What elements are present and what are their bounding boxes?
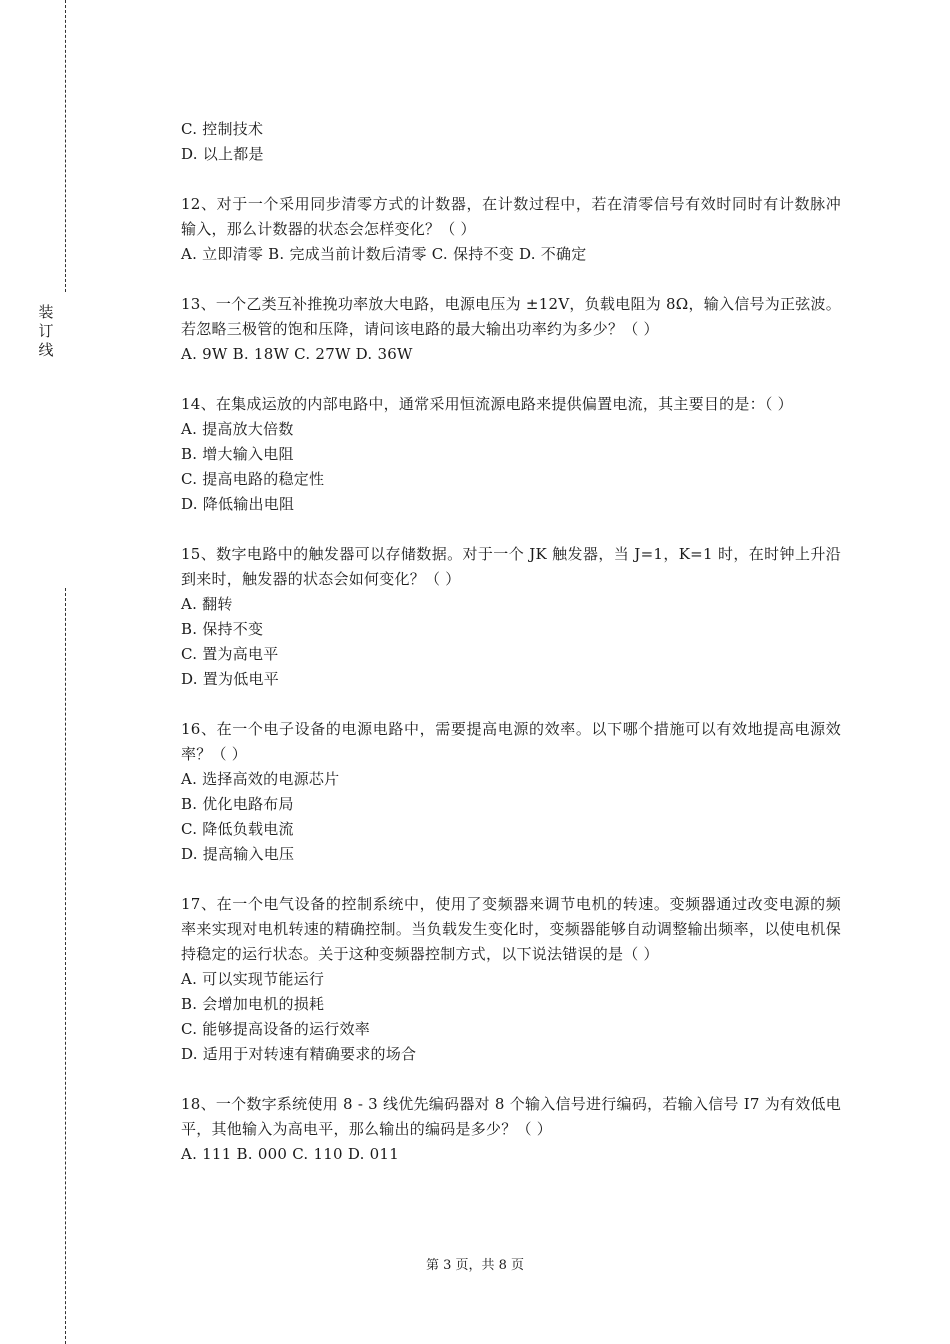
question-12 (181, 192, 841, 267)
option: D. 降低输出电阻 (181, 495, 295, 513)
question-14 (181, 392, 841, 517)
option: C. 降低负载电流 (181, 820, 294, 838)
option: A. 提高放大倍数 (181, 420, 294, 438)
option: D. 提高输入电压 (181, 845, 295, 863)
question-17 (181, 892, 841, 1067)
option: A. 翻转 (181, 595, 233, 613)
question-list (181, 117, 841, 1192)
option: D. 置为低电平 (181, 670, 280, 688)
option: C. 控制技术 (181, 120, 264, 138)
binding-line-bottom (65, 588, 66, 1344)
binding-char: 订 (38, 322, 54, 340)
question-15 (181, 542, 841, 692)
question-stem: 13、一个乙类互补推挽功率放大电路，电源电压为 ±12V，负载电阻为 8Ω，输入信号为正弦波。若忽略三极管的饱和压降，请问该电路的最大输出功率约为多少？（ ） (181, 295, 841, 338)
question-stem: 17、在一个电气设备的控制系统中，使用了变频器来调节电机的转速。变频器通过改变电源的频率来实现对电机转速的精确控制。当负载发生变化时，变频器能够自动调整输出频率，以使电机保持稳定的运行状态。关于这种变频器控制方式，以下说法错误的是（ ） (181, 895, 841, 963)
page-footer: 第 3 页，共 8 页 (425, 1258, 525, 1273)
question-16 (181, 717, 841, 867)
option: C. 能够提高设备的运行效率 (181, 1020, 370, 1038)
question-options: A. 立即清零 B. 完成当前计数后清零 C. 保持不变 D. 不确定 (181, 245, 587, 263)
binding-char: 线 (38, 341, 54, 359)
question-stem: 15、数字电路中的触发器可以存储数据。对于一个 JK 触发器，当 J=1，K=1 时，在时钟上升沿到来时，触发器的状态会如何变化？（ ） (181, 545, 841, 588)
binding-label (36, 303, 56, 360)
question-11-continuation (181, 117, 841, 167)
question-stem: 18、一个数字系统使用 8 - 3 线优先编码器对 8 个输入信号进行编码，若输入信号 I7 为有效低电平，其他输入为高电平，那么输出的编码是多少？（ ） (181, 1095, 841, 1138)
question-stem: 12、对于一个采用同步清零方式的计数器，在计数过程中，若在清零信号有效时同时有计数脉冲输入，那么计数器的状态会怎样变化？（ ） (181, 195, 841, 238)
option: C. 置为高电平 (181, 645, 279, 663)
question-13 (181, 292, 841, 367)
question-18 (181, 1092, 841, 1167)
option: B. 保持不变 (181, 620, 264, 638)
question-stem: 14、在集成运放的内部电路中，通常采用恒流源电路来提供偏置电流，其主要目的是：（ ） (181, 395, 793, 413)
question-stem: 16、在一个电子设备的电源电路中，需要提高电源的效率。以下哪个措施可以有效地提高电源效率？（ ） (181, 720, 841, 763)
question-options: A. 9W B. 18W C. 27W D. 36W (181, 345, 413, 363)
binding-line-top (65, 0, 66, 292)
option: C. 提高电路的稳定性 (181, 470, 325, 488)
option: B. 会增加电机的损耗 (181, 995, 325, 1013)
option: B. 优化电路布局 (181, 795, 294, 813)
binding-char: 装 (38, 303, 54, 321)
option: D. 适用于对转速有精确要求的场合 (181, 1045, 417, 1063)
option: A. 可以实现节能运行 (181, 970, 325, 988)
option: A. 选择高效的电源芯片 (181, 770, 340, 788)
option: D. 以上都是 (181, 145, 264, 163)
option: B. 增大输入电阻 (181, 445, 294, 463)
question-options: A. 111 B. 000 C. 110 D. 011 (181, 1145, 400, 1163)
